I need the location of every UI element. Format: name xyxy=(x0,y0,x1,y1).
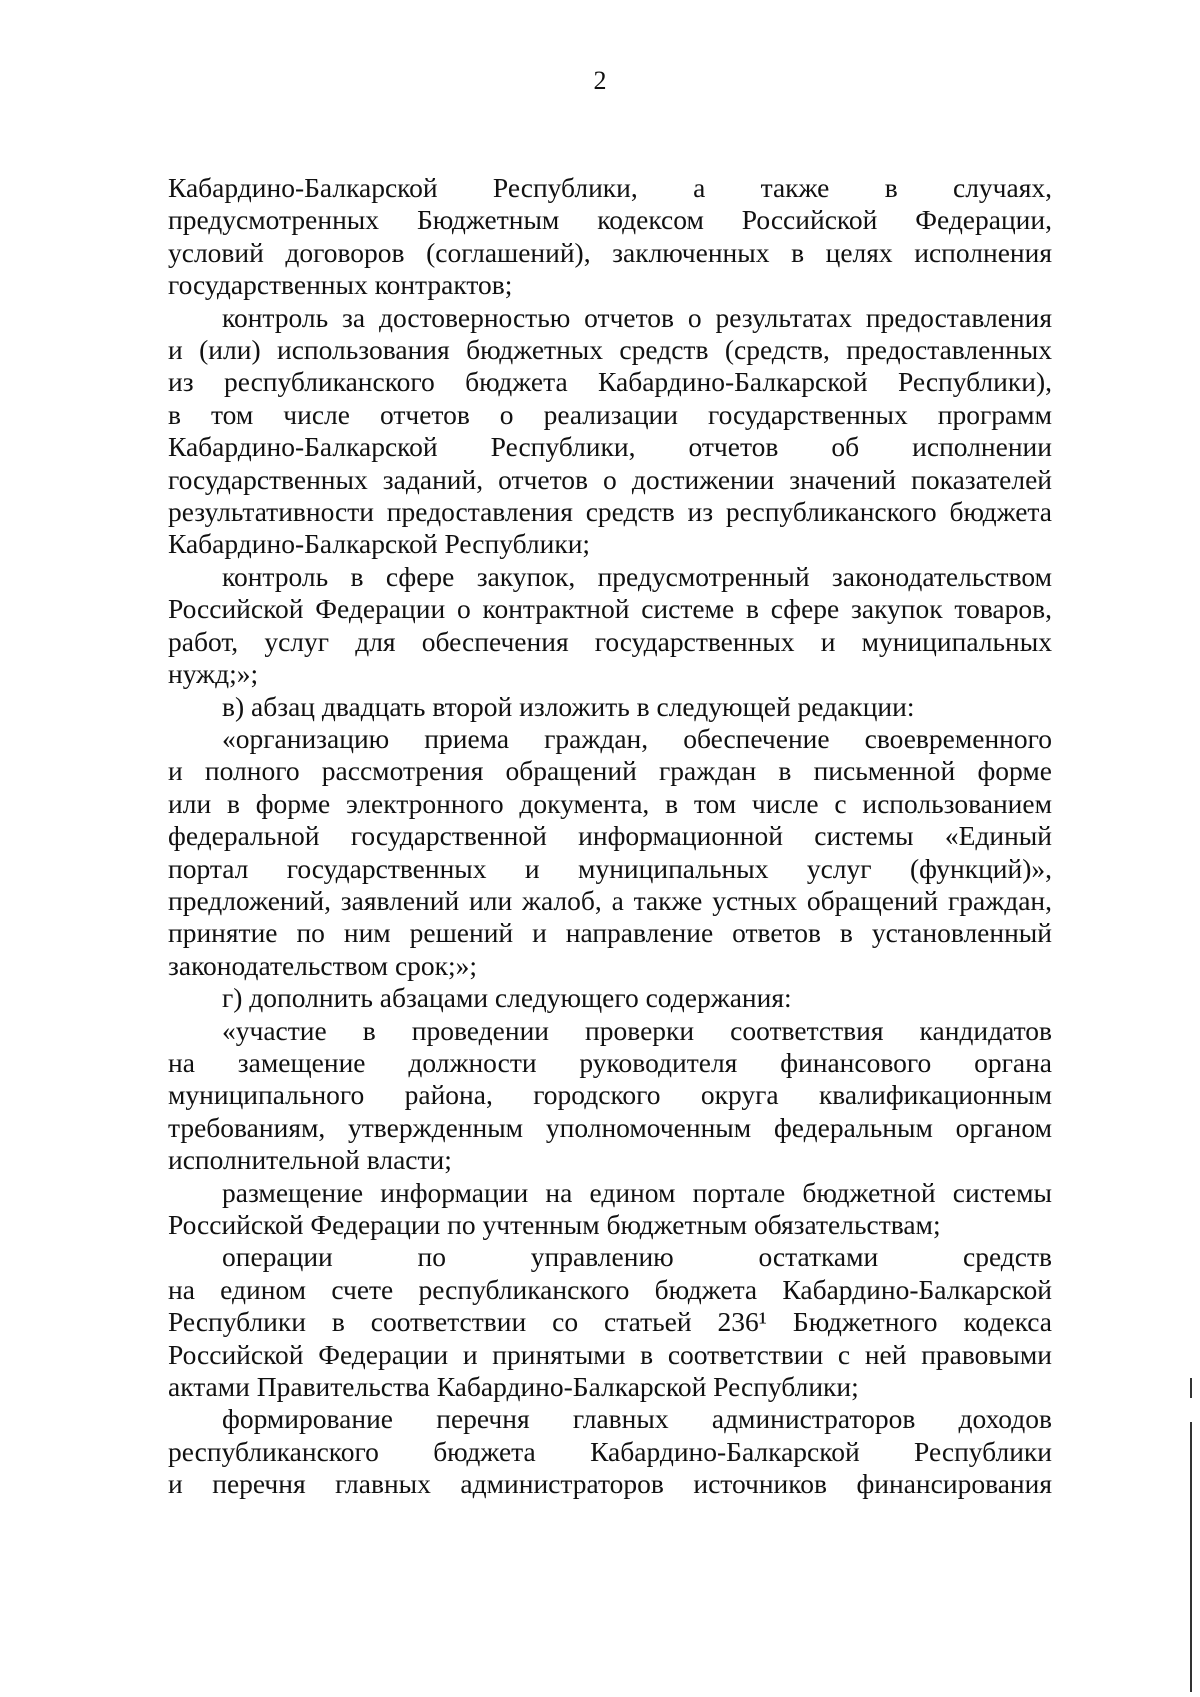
text-line: г) дополнить абзацами следующего содержания: xyxy=(222,982,792,1014)
paragraph-7 xyxy=(168,1015,1052,1177)
document-body xyxy=(168,172,1052,1501)
text-line: Российской Федерации по учтенным бюджетным обязательствам; xyxy=(168,1209,941,1240)
text-line: Республики в соответствии со статьей 236¹ Бюджетного кодекса xyxy=(168,1306,1052,1338)
text-line: формирование перечня главных администраторов доходов xyxy=(222,1403,1052,1435)
text-line: результативности предоставления средств из республиканского бюджета xyxy=(168,496,1052,528)
text-line: «организацию приема граждан, обеспечение своевременного xyxy=(222,722,1052,754)
paragraph-6 xyxy=(168,982,1052,1014)
text-line: или в форме электронного документа, в том числе с использованием xyxy=(168,787,1052,819)
text-line: в) абзац двадцать второй изложить в следующей редакции: xyxy=(222,690,915,722)
text-line: контроль за достоверностью отчетов о результатах предоставления xyxy=(222,301,1052,333)
text-line: республиканского бюджета Кабардино-Балкарской Республики xyxy=(168,1435,1052,1467)
text-line: требованиям, утвержденным уполномоченным федеральным органом xyxy=(168,1111,1052,1143)
paragraph-3 xyxy=(168,561,1052,691)
text-line: из республиканского бюджета Кабардино-Балкарской Республики), xyxy=(168,366,1052,398)
text-line: Кабардино-Балкарской Республики, а также в случаях, xyxy=(168,172,1052,203)
text-line: контроль в сфере закупок, предусмотренный законодательством xyxy=(222,560,1052,592)
text-line: размещение информации на едином портале бюджетной системы xyxy=(222,1176,1052,1208)
paragraph-8 xyxy=(168,1177,1052,1242)
paragraph-5 xyxy=(168,723,1052,982)
text-line: федеральной государственной информационной системы «Единый xyxy=(168,820,1052,852)
text-line: портал государственных и муниципальных услуг (функций)», xyxy=(168,852,1052,884)
text-line: и полного рассмотрения обращений граждан в письменной форме xyxy=(168,755,1052,787)
paragraph-4 xyxy=(168,691,1052,723)
scan-edge-mark xyxy=(1190,1378,1192,1398)
text-line: Кабардино-Балкарской Республики, отчетов об исполнении xyxy=(168,431,1052,463)
text-line: предложений, заявлений или жалоб, а также устных обращений граждан, xyxy=(168,884,1052,916)
text-line: Кабардино-Балкарской Республики; xyxy=(168,528,591,560)
text-line: государственных заданий, отчетов о достижении значений показателей xyxy=(168,463,1052,495)
paragraph-10 xyxy=(168,1403,1052,1500)
paragraph-1 xyxy=(168,172,1052,302)
text-line: предусмотренных Бюджетным кодексом Российской Федерации, xyxy=(168,204,1052,236)
page-number: 2 xyxy=(593,66,607,95)
text-line: актами Правительства Кабардино-Балкарской Республики; xyxy=(168,1371,859,1403)
paragraph-2 xyxy=(168,302,1052,561)
text-line: и (или) использования бюджетных средств (средств, предоставленных xyxy=(168,334,1052,366)
text-line: на едином счете республиканского бюджета Кабардино-Балкарской xyxy=(168,1273,1052,1305)
text-line: работ, услуг для обеспечения государственных и муниципальных xyxy=(168,625,1052,657)
text-line: Российской Федерации и принятыми в соответствии с ней правовыми xyxy=(168,1338,1052,1370)
text-line: в том числе отчетов о реализации государственных программ xyxy=(168,398,1052,430)
text-line: нужд;»; xyxy=(168,658,259,690)
text-line: исполнительной власти; xyxy=(168,1144,452,1176)
text-line: операции по управлению остатками средств xyxy=(222,1241,1052,1273)
text-line: на замещение должности руководителя финансового органа xyxy=(168,1046,1052,1078)
text-line: муниципального района, городского округа квалификационным xyxy=(168,1079,1052,1111)
text-line: государственных контрактов; xyxy=(168,269,513,301)
text-line: и перечня главных администраторов источников финансирования xyxy=(168,1468,1052,1500)
text-line: Российской Федерации о контрактной системе в сфере закупок товаров, xyxy=(168,593,1052,625)
scan-edge-line xyxy=(1190,1422,1192,1692)
text-line: принятие по ним решений и направление ответов в установленный xyxy=(168,917,1052,949)
text-line: «участие в проведении проверки соответствия кандидатов xyxy=(222,1014,1052,1046)
paragraph-9 xyxy=(168,1241,1052,1403)
text-line: законодательством срок;»; xyxy=(168,949,478,981)
text-line: условий договоров (соглашений), заключенных в целях исполнения xyxy=(168,236,1052,268)
